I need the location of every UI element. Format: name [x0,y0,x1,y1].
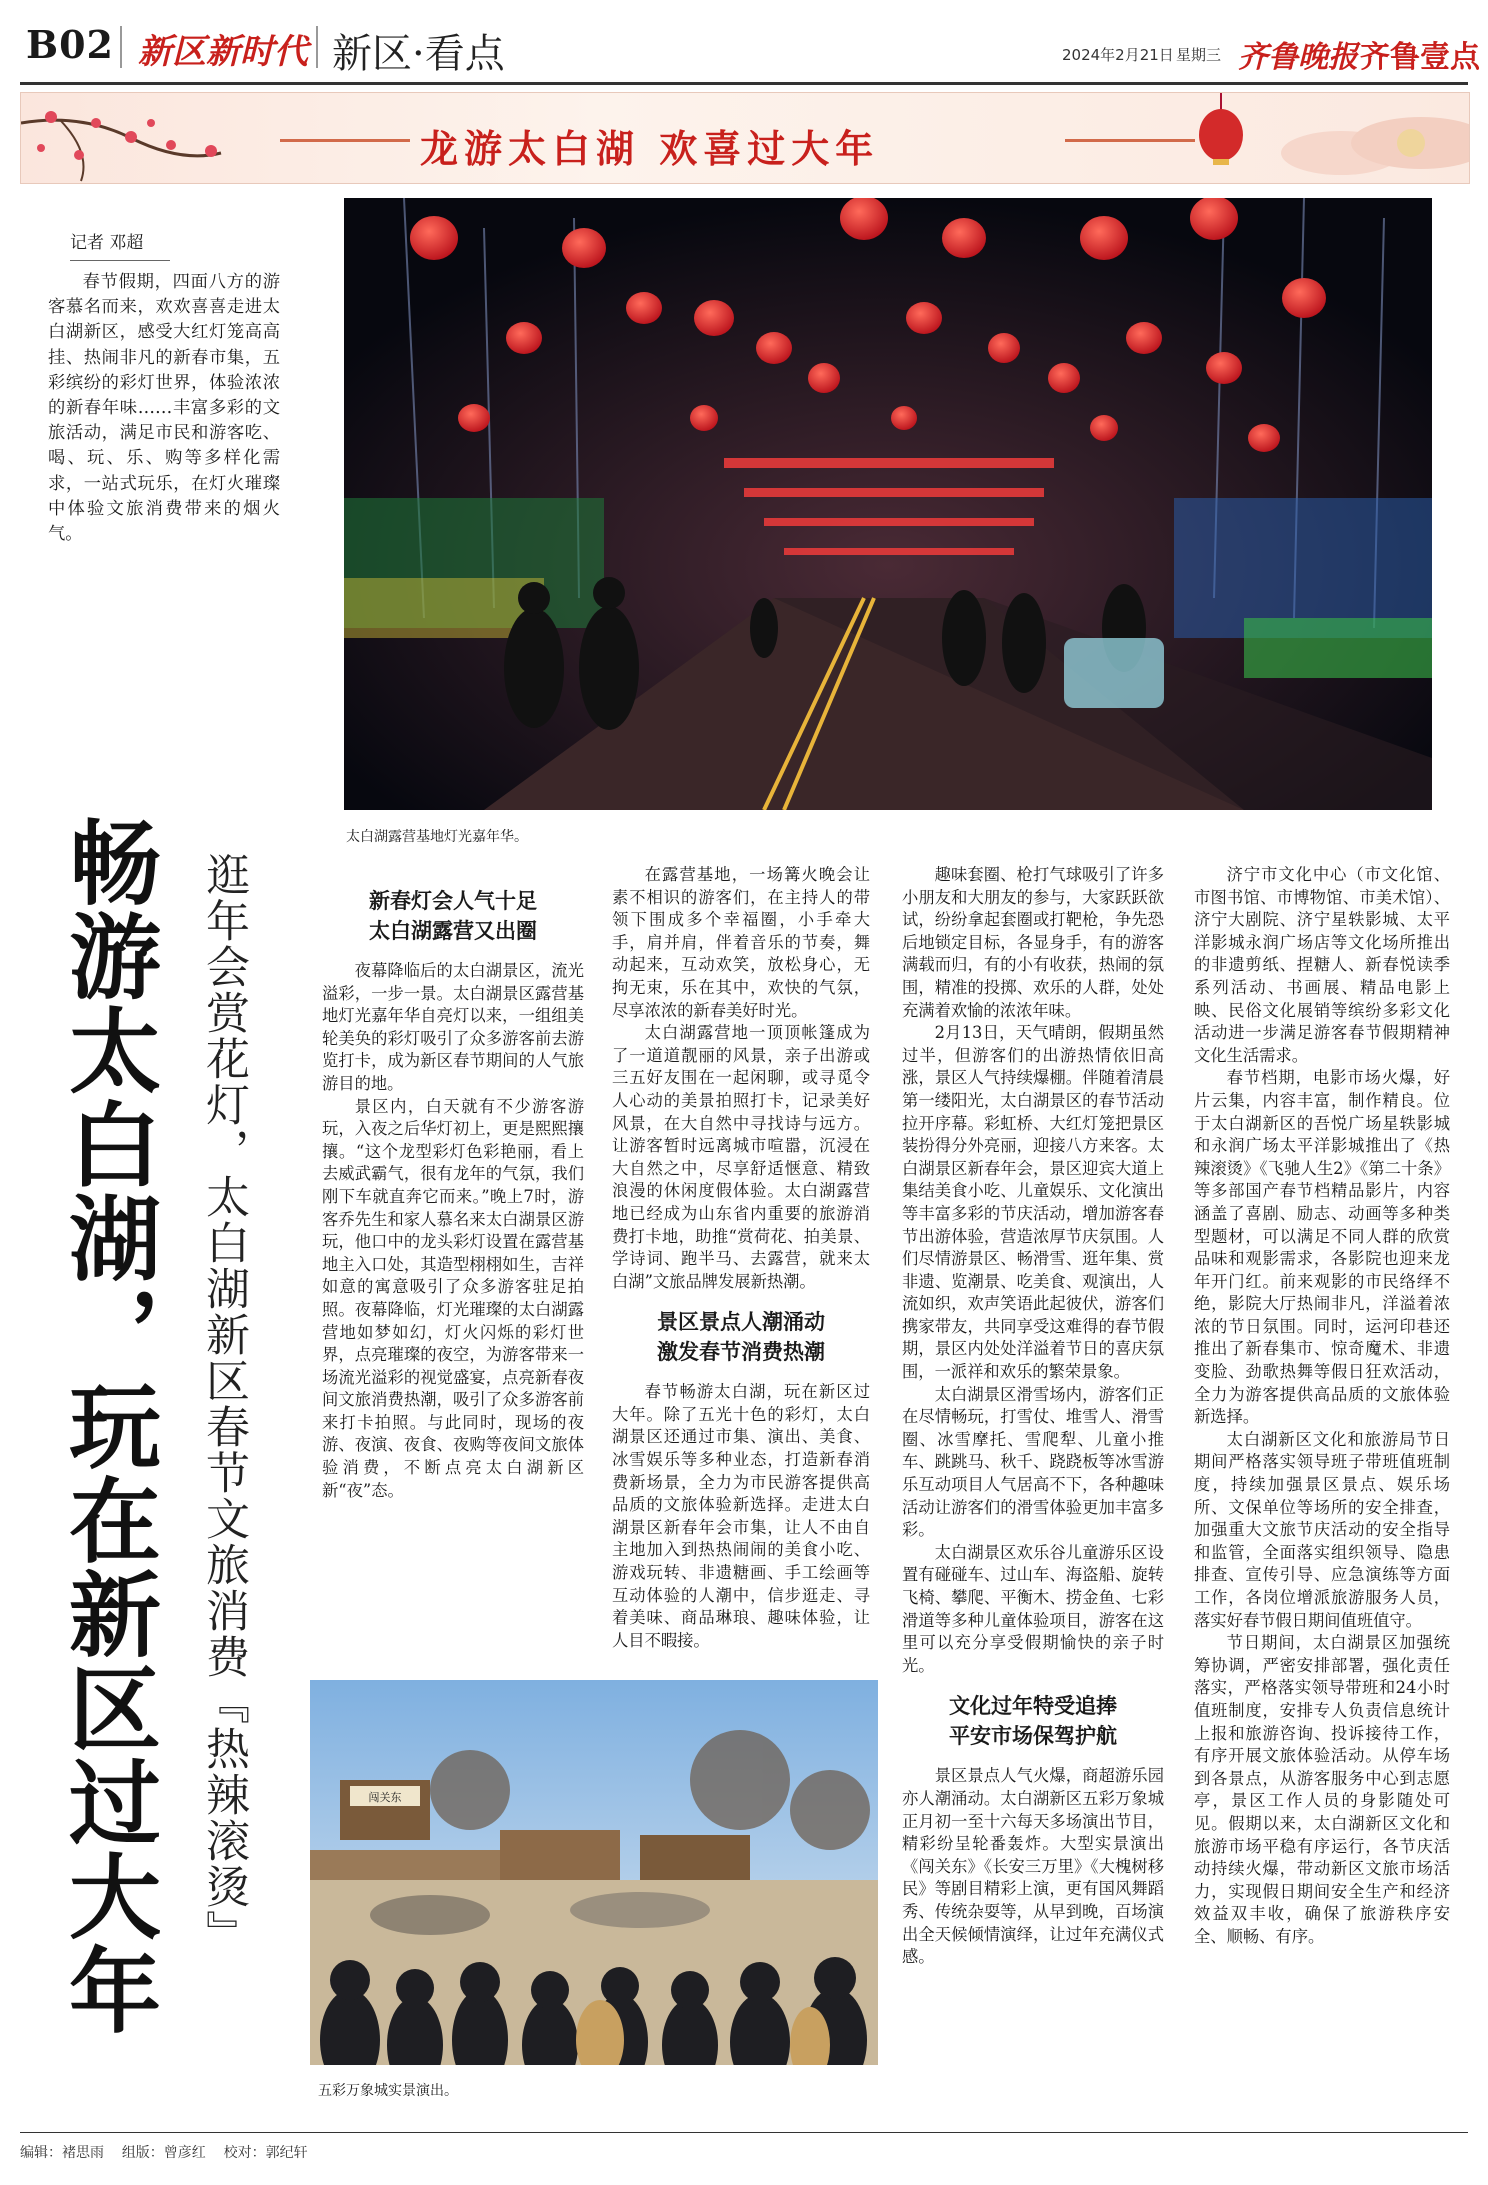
lantern-night-image [344,198,1432,810]
lead-text: 春节假期，四面八方的游客慕名而来，欢欢喜喜走进太白湖新区，感受大红灯笼高高挂、热闹非凡的新春市集，五彩缤纷的彩灯世界，体验浓浓的新春年味……丰富多彩的文旅活动，满足市民和游客吃、喝、玩、乐、购等多样化需求，一站式玩乐，在灯火璀璨中体验文旅消费带来的烟火气。 [48,272,280,545]
live-show-image [310,1680,878,2065]
column-2 [612,864,870,1652]
paragraph: 春节畅游太白湖，玩在新区过大年。除了五光十色的彩灯，太白湖景区还通过市集、演出、美食、冰雪娱乐等多种业态，打造新春消费新场景，全力为市民游客提供高品质的文旅体验新选择。走进太白湖景区新春年会市集，让人不由自主地加入到热热闹闹的美食小吃、游戏玩转、非遗糖画、手工绘画等互动体验的人潮中，信步逛走、寻着美味、商品琳琅、趣味体验，让人目不暇接。 [612,1382,870,1650]
header-rule [20,82,1468,85]
section-title: 新区·看点 [332,31,505,77]
byline-rule [70,260,170,261]
section3-heading-line1: 文化过年特受追捧 [949,1693,1117,1719]
subheadline: 逛年会赏花灯，太白湖新区春节文旅消费『热辣滚烫』 [198,852,249,1956]
paragraph: 太白湖景区欢乐谷儿童游乐区设置有碰碰车、过山车、海盗船、旋转飞椅、攀爬、平衡木、捞金鱼、七彩滑道等多种儿童体验项目，游客在这里可以充分享受假期愉快的亲子时光。 [902,1542,1164,1675]
editor-credit: 编辑：褚思雨 [20,2145,104,2161]
issue-weekday: 星期三 [1176,46,1222,64]
header-divider [316,26,318,68]
paragraph: 太白湖景区滑雪场内，游客们正在尽情畅玩，打雪仗、堆雪人、滑雪圈、冰雪摩托、雪爬犁、儿童小推车、跳跳马、秋千、跷跷板等冰雪游乐互动项目人气居高不下，各种趣味活动让游客们的滑雪体验更加丰富多彩。 [902,1384,1164,1540]
paragraph: 2月13日，天气晴朗，假期虽然过半，但游客们的出游热情依旧高涨，景区人气持续爆棚。伴随着清晨第一缕阳光，太白湖景区的春节活动拉开序幕。彩虹桥、大红灯笼把景区装扮得分外亮丽，迎接八方来客。太白湖景区新春年会，景区迎宾大道上集结美食小吃、儿童娱乐、文化演出等丰富多彩的节庆活动，增加游客春节出游体验，营造浓厚节庆氛围。人们尽情游景区、畅滑雪、逛年集、赏非遗、览潮景、吃美食、观演出，人流如织，欢声笑语此起彼伏，游客们携家带友，共同享受这难得的春节假期，景区内处处洋溢着节日的喜庆氛围，一派祥和欢乐的繁荣景象。 [902,1023,1164,1382]
paragraph: 景区内，白天就有不少游客游玩，入夜之后华灯初上，更是熙熙攘攘。“这个龙型彩灯色彩艳丽，看上去威武霸气，很有龙年的气氛，我们刚下车就直奔它而来。”晚上7时，游客乔先生和家人慕名来太白湖景区游玩，他口中的龙头彩灯设置在露营基地主入口处，其造型栩栩如生，吉祥如意的寓意吸引了众多游客驻足拍照。夜幕降临，灯光璀璨的太白湖露营地如梦如幻，灯火闪烁的彩灯世界，点亮璀璨的夜空，为游客带来一场流光溢彩的视觉盛宴，点亮新春夜间文旅消费热潮，吸引了众多游客前来打卡拍照。与此同时，现场的夜游、夜演、夜食、夜购等夜间文旅体验消费，不断点亮太白湖新区新“夜”态。 [322,1096,584,1500]
paragraph: 景区景点人气火爆，商超游乐园亦人潮涌动。太白湖新区五彩万象城正月初一至十六每天多场演出节目，精彩纷呈轮番轰炸。大型实景演出《闯关东》《长安三万里》《大槐树移民》等剧目精彩上演，更有国风舞蹈秀、传统杂耍等，从早到晚，百场演出全天候倾情演绎，让过年充满仪式感。 [902,1766,1164,1967]
section-brand: 新区新时代 [138,32,308,72]
photo2-caption: 五彩万象城实景演出。 [318,2083,458,2099]
paragraph: 太白湖新区文化和旅游局节日期间严格落实领导班子带班值班制度，持续加强景区景点、娱乐场所、文保单位等场所的安全排查，加强重大文旅节庆活动的安全指导和监管，全面落实组织领导、隐患排查、宣传引导、应急演练等方面工作，各岗位增派旅游服务人员，落实好春节假日期间值班值守。 [1194,1429,1450,1630]
headline: 畅游太白湖，玩在新区过大年 [54,815,162,2037]
page-number: B02 [26,22,114,67]
lead-paragraph [48,270,280,547]
section3-heading [902,1691,1164,1751]
section2-heading-line2: 激发春节消费热潮 [657,1339,825,1365]
banner-line-left [280,139,410,142]
section1-heading-line1: 新春灯会人气十足 [369,888,537,913]
paragraph: 节日期间，太白湖景区加强统筹协调，严密安排部署，强化责任落实，严格落实领导带班和24小时值班制度，安排专人负责信息统计上报和旅游咨询、投诉接待工作，有序开展文旅体验活动。从停车场到各景点，从游客服务中心到志愿亭，景区工作人员的身影随处可见。假期以来，太白湖新区文化和旅游市场平稳有序运行，各节庆活动持续火爆，带动新区文旅市场活力，实现假日期间安全生产和经济效益双丰收，确保了旅游秩序安全、顺畅、有序。 [1194,1633,1450,1946]
byline: 记者 邓超 [70,233,144,253]
section1-heading [322,886,584,946]
app-logo: 齐鲁壹点 [1360,40,1480,75]
paragraph: 太白湖露营地一顶顶帐篷成为了一道道靓丽的风景，亲子出游或三五好友围在一起闲聊，或寻觅令人心动的美景拍照打卡，记录美好风景，在大自然中寻找诗与远方。让游客暂时远离城市喧嚣，沉浸在大自然之中，尽享舒适惬意、精致浪漫的休闲度假体验。太白湖露营地已经成为山东省内重要的旅游消费打卡地，助推“赏荷花、拍美景、学诗词、跑半马、去露营，就来太白湖”文旅品牌发展新热潮。 [612,1023,870,1291]
footer-credits [20,2142,308,2162]
section1-heading-line2: 太白湖露营又出圈 [369,918,537,943]
paragraph: 在露营基地，一场篝火晚会让素不相识的游客们，在主持人的带领下围成多个幸福圈，小手牵大手，肩并肩，伴着音乐的节奏，舞动起来，互动欢笑，放松身心，无拘无束，乐在其中，欢快的气氛，尽享浓浓的新春美好时光。 [612,865,870,1020]
issue-date: 2024年2月21日 [1062,46,1174,64]
paragraph: 趣味套圈、枪打气球吸引了许多小朋友和大朋友的参与，大家跃跃欲试，纷纷拿起套圈或打靶枪，争先恐后地锁定目标，各显身手，有的游客满载而归，有的小有收获，热闹的氛围，精准的投掷、欢乐的人群，处处充满着欢愉的浓浓年味。 [902,865,1164,1020]
section3-heading-line2: 平安市场保驾护航 [949,1723,1117,1749]
banner-title: 龙游太白湖 欢喜过大年 [420,126,880,171]
section2-heading [612,1307,870,1367]
photo-lantern-festival [344,198,1432,810]
banner-line-right [1065,139,1195,142]
photo-live-show [310,1680,878,2065]
newspaper-logo: 齐鲁晚报 [1238,40,1358,75]
column-4 [1194,864,1450,1949]
photo1-caption: 太白湖露营基地灯光嘉年华。 [346,829,528,845]
paragraph: 春节档期，电影市场火爆，好片云集，内容丰富，制作精良。位于太白湖新区的吾悦广场星轶影城和永润广场太平洋影城推出了《热辣滚烫》《飞驰人生2》《第二十条》等多部国产春节档精品影片，内容涵盖了喜剧、励志、动画等多种类型题材，可以满足不同人群的欣赏品味和观影需求，各影院也迎来龙年开门红。前来观影的市民络绎不绝，影院大厅热闹非凡，洋溢着浓浓的节日氛围。同时，运河印巷还推出了新春集市、惊奇魔术、非遗变脸、劲歌热舞等假日狂欢活动，全力为游客提供高品质的文旅体验新选择。 [1194,1068,1450,1427]
layout-credit: 组版：曾彦红 [121,2145,206,2161]
column-3 [902,864,1164,1969]
footer-rule [20,2132,1468,2133]
column-1 [322,880,584,1502]
photo2-sign-text: 闯关东 [368,1791,402,1804]
paragraph: 夜幕降临后的太白湖景区，流光溢彩，一步一景。太白湖景区露营基地灯光嘉年华自亮灯以来，一组组美轮美奂的彩灯吸引了众多游客前去游览打卡，成为新区春节期间的人气旅游目的地。 [322,961,584,1093]
header-divider [120,26,122,68]
proof-credit: 校对：郭纪轩 [223,2145,308,2161]
paragraph: 济宁市文化中心（市文化馆、市图书馆、市博物馆、市美术馆）、济宁大剧院、济宁星轶影城、太平洋影城永润广场店等文化场所推出的非遗剪纸、捏糖人、新春悦读季系列活动、书画展、精品电影上映、民俗文化展销等缤纷多彩文化活动进一步满足游客春节假期精神文化生活需求。 [1194,865,1450,1065]
section2-heading-line1: 景区景点人潮涌动 [657,1309,825,1335]
